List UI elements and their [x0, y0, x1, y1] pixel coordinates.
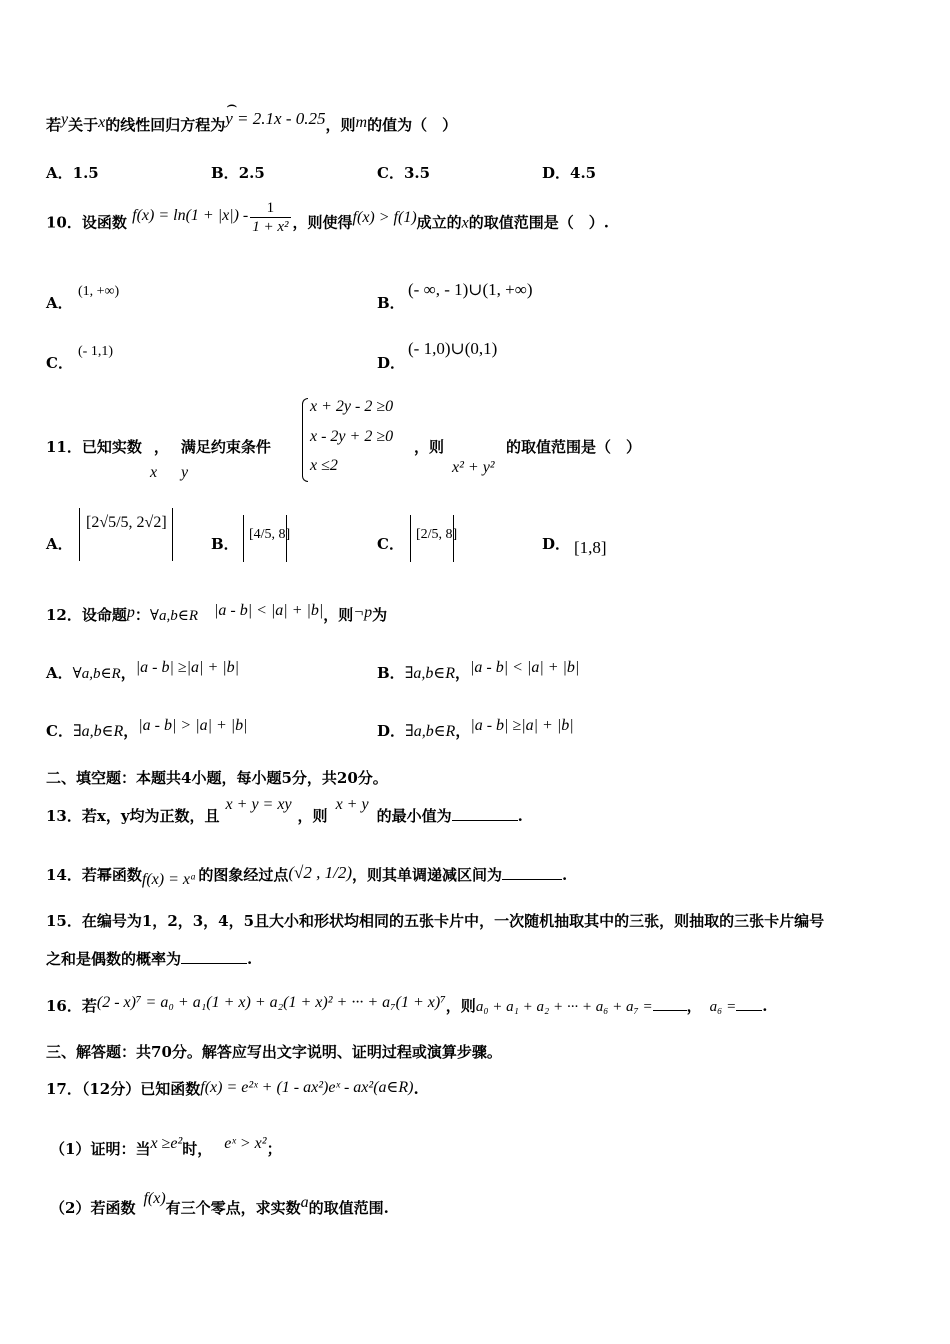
option-inequality: |a - b| ≥|a| + |b|: [135, 659, 240, 676]
option-quantifier: ∃a,b∈R: [404, 665, 455, 682]
q14-text: .: [562, 866, 568, 884]
q17-text: ；: [266, 1140, 282, 1158]
q17-text: 若函数: [90, 1199, 136, 1217]
option-label: B．: [211, 164, 239, 182]
q13-text: 若x，y均为正数，且: [81, 807, 220, 825]
q12-option-a: A．∀a,b∈R，|a - b| ≥|a| + |b|: [46, 659, 240, 682]
option-label: B．: [377, 294, 405, 312]
q15-answer-blank[interactable]: [181, 963, 247, 964]
q11-brace-icon: [302, 398, 308, 482]
option-value: 2.5: [238, 164, 265, 182]
option-label: D．: [542, 164, 571, 182]
q17-text: 已知函数: [140, 1080, 201, 1098]
q10-option-b-value: (- ∞, - 1)∪(1, +∞): [408, 280, 533, 299]
q9-option-c: [377, 162, 430, 183]
q10-option-a-value: (1, +∞): [78, 284, 120, 299]
q13-stem: [46, 796, 523, 826]
q10-text: 的取值范围是（ ）.: [468, 213, 610, 232]
q13-text: ，则: [297, 807, 328, 825]
q15-stem-line1: [46, 910, 824, 931]
q13-text: 的最小值为: [376, 807, 452, 825]
option-label: D．: [377, 354, 406, 372]
q9-text: ，则: [325, 116, 356, 134]
q12-text: 为: [372, 606, 388, 624]
q13-equation: x + y = xy: [225, 796, 292, 813]
q11-option-b-value: [4/5, 8]: [249, 527, 291, 542]
q11-target-expr: x² + y²: [452, 459, 495, 476]
q10-option-b: [377, 292, 405, 313]
option-label: A．: [46, 294, 73, 312]
question-number: 16．: [46, 997, 82, 1015]
q12-neg-p: ¬p: [353, 604, 373, 621]
q14-answer-blank[interactable]: [502, 879, 562, 880]
q12-option-b: B．∃a,b∈R，|a - b| < |a| + |b|: [377, 659, 580, 682]
q17-function: f(x) = e²ˣ + (1 - ax²)eˣ - ax²(a∈R): [200, 1079, 414, 1096]
q10-stem: [46, 200, 610, 242]
q9-option-a: [46, 162, 99, 183]
q17-stem: [46, 1078, 419, 1099]
q10-function: f(x) = ln(1 + |x|) -: [132, 206, 249, 224]
q9-text: 关于: [68, 116, 99, 134]
q12-option-d: D．∃a,b∈R，|a - b| ≥|a| + |b|: [377, 717, 574, 740]
section-heading-solutions: 三、解答题：共70分。解答应写出文字说明、证明过程或演算步骤。: [46, 1043, 502, 1061]
q11-option-a: [46, 533, 73, 554]
option-quantifier: ∃a,b∈R: [405, 723, 456, 740]
q14-text: 若幂函数: [81, 866, 142, 884]
q17-part1: [50, 1135, 282, 1159]
q10-condition: f(x) > f(1): [352, 208, 417, 226]
q16-a6: a₆ =: [709, 999, 737, 1015]
q11-option-c: [377, 533, 404, 554]
q9-option-d: [542, 162, 596, 183]
q16-stem: [46, 995, 767, 1016]
q11-option-c-value: [2/5, 8]: [416, 527, 458, 542]
q9-option-b: [211, 162, 265, 183]
q10-fraction: [250, 199, 290, 236]
q14-text: ，则其单调递减区间为: [352, 866, 503, 884]
q17-text: .: [413, 1080, 419, 1098]
q10-text: 成立的: [416, 213, 462, 232]
q9-text: 的线性回归方程为: [105, 116, 226, 134]
q12-inequality: |a - b| < |a| + |b|: [213, 602, 324, 619]
question-number: 15．: [46, 912, 82, 930]
q11-constraint-2: x - 2y + 2 ≥0: [310, 428, 394, 445]
q12-option-c: C．∃a,b∈R，|a - b| > |a| + |b|: [46, 717, 248, 740]
q10-option-c-value: (- 1,1): [78, 344, 113, 359]
q13-answer-blank[interactable]: [452, 820, 518, 821]
fraction-denominator: 1 + x²: [252, 219, 289, 235]
option-label: C．: [46, 722, 73, 740]
q10-option-c: [46, 352, 73, 373]
option-quantifier: ∃a,b∈R: [72, 723, 124, 740]
q16-text: ，则: [445, 997, 476, 1015]
q17-p1-condition: x ≥e²: [150, 1135, 183, 1152]
q11-option-d-value: [1,8]: [574, 538, 607, 557]
option-label: C．: [46, 354, 73, 372]
q15-text: .: [247, 950, 253, 968]
question-number: 12．: [46, 606, 82, 624]
q9-var-x: x: [98, 114, 106, 131]
q17-p1-inequality: eˣ > x²: [224, 1135, 267, 1152]
q11-text: ，则: [414, 438, 445, 456]
q10-option-d: [377, 352, 405, 373]
q17-text: 时，: [182, 1140, 213, 1158]
q9-regression-equation: [225, 95, 326, 128]
q14-function: f(x) = xᵃ: [141, 871, 197, 888]
q17-p2-function: f(x): [143, 1190, 166, 1207]
q12-text: 设命题: [81, 606, 127, 624]
q11-text: ，: [153, 438, 169, 456]
q11-text: 的取值范围是（ ）: [506, 438, 642, 456]
option-label: A．: [46, 664, 73, 682]
option-label: B．: [211, 535, 239, 553]
q10-text: ，则使得: [292, 213, 353, 232]
q16-text: .: [762, 997, 768, 1015]
q9-text: 若: [46, 116, 62, 134]
q11-var-y: y: [181, 464, 189, 481]
q17-part2: [50, 1190, 389, 1218]
q16-sum-blank[interactable]: [653, 1010, 687, 1011]
q17-text: 的取值范围.: [308, 1199, 389, 1217]
q15-text: 在编号为1，2，3，4，5且大小和形状均相同的五张卡片中，一次随机抽取其中的三张，则抽取的三张卡片编号: [81, 912, 825, 930]
q15-stem-line2: [46, 948, 252, 969]
q13-text: .: [517, 807, 523, 825]
q17-p2-var-a: a: [300, 1194, 309, 1211]
question-number: 13．: [46, 807, 82, 825]
section-heading-fill-in: 二、填空题：本题共4小题，每小题5分，共20分。: [46, 769, 388, 787]
option-inequality: |a - b| ≥|a| + |b|: [470, 717, 574, 734]
option-label: D．: [542, 535, 571, 553]
q16-sum: a₀ + a₁ + a₂ + ··· + a₆ + a₇ =: [475, 999, 653, 1015]
option-value: 1.5: [72, 164, 99, 182]
q12-text: ：: [134, 606, 150, 624]
hat-icon: ⌢: [226, 95, 238, 114]
option-label: A．: [46, 164, 73, 182]
q17-part-label: （2）: [50, 1199, 91, 1217]
q17-part-label: （1）: [50, 1140, 91, 1158]
q10-option-d-value: (- 1,0)∪(0,1): [408, 339, 498, 358]
q16-a6-blank[interactable]: [736, 1010, 762, 1011]
q11-var-x: x: [150, 464, 158, 481]
q10-text: 设函数: [81, 213, 127, 232]
option-label: A．: [46, 535, 73, 553]
option-inequality: |a - b| > |a| + |b|: [138, 717, 248, 734]
option-value: 3.5: [403, 164, 431, 182]
q9-eq-text: y = 2.1x - 0.25: [225, 109, 326, 128]
q12-stem: [46, 604, 387, 625]
q17-text: 有三个零点，求实数: [165, 1199, 301, 1217]
q10-option-a: [46, 292, 73, 313]
q9-text: 的值为（ ）: [367, 116, 458, 134]
option-value: 4.5: [570, 164, 597, 182]
option-label: C．: [377, 164, 404, 182]
q9-stem: [46, 95, 458, 135]
q11-stem: [46, 436, 271, 457]
question-number: 14．: [46, 866, 82, 884]
question-number: 10．: [46, 213, 82, 232]
option-label: D．: [377, 722, 406, 740]
question-number: 11．: [46, 438, 82, 456]
q11-text: 满足约束条件: [180, 438, 271, 456]
q11-text: 已知实数: [81, 438, 142, 456]
fraction-numerator: 1: [250, 199, 290, 218]
q14-text: 的图象经过点: [198, 866, 289, 884]
q14-point: (√2 , 1/2): [288, 863, 353, 882]
q16-equation: (2 - x)⁷ = a₀ + a₁(1 + x) + a₂(1 + x)² + ··· + a₇(1 + x)⁷: [96, 994, 446, 1011]
q11-constraint-1: x + 2y - 2 ≥0: [310, 398, 394, 415]
q15-text: 之和是偶数的概率为: [46, 950, 182, 968]
q13-expression: x + y: [335, 796, 369, 813]
q16-text: 若: [81, 997, 97, 1015]
option-inequality: |a - b| < |a| + |b|: [470, 659, 580, 676]
q17-text: 证明：当: [90, 1140, 151, 1158]
option-quantifier: ∀a,b∈R: [72, 666, 121, 682]
q12-text: ，则: [323, 606, 354, 624]
q10-var-x: x: [461, 214, 469, 232]
question-number: 17．: [46, 1080, 82, 1098]
option-label: C．: [377, 535, 404, 553]
q12-var-p: p: [126, 604, 135, 621]
q11-constraint-3: x ≤2: [310, 457, 338, 474]
option-label: B．: [377, 664, 405, 682]
q9-var-m: m: [355, 114, 368, 131]
q11-option-b: [211, 533, 239, 554]
q12-quantifier: ∀a,b∈R: [149, 608, 198, 624]
q9-var-y: y: [61, 111, 69, 128]
q11-option-d: [542, 533, 570, 554]
q11-option-a-value: [2√5/5, 2√2]: [86, 514, 167, 531]
q16-text: ，: [686, 997, 702, 1015]
q14-stem: [46, 863, 568, 888]
q17-score: （12分）: [81, 1080, 141, 1098]
